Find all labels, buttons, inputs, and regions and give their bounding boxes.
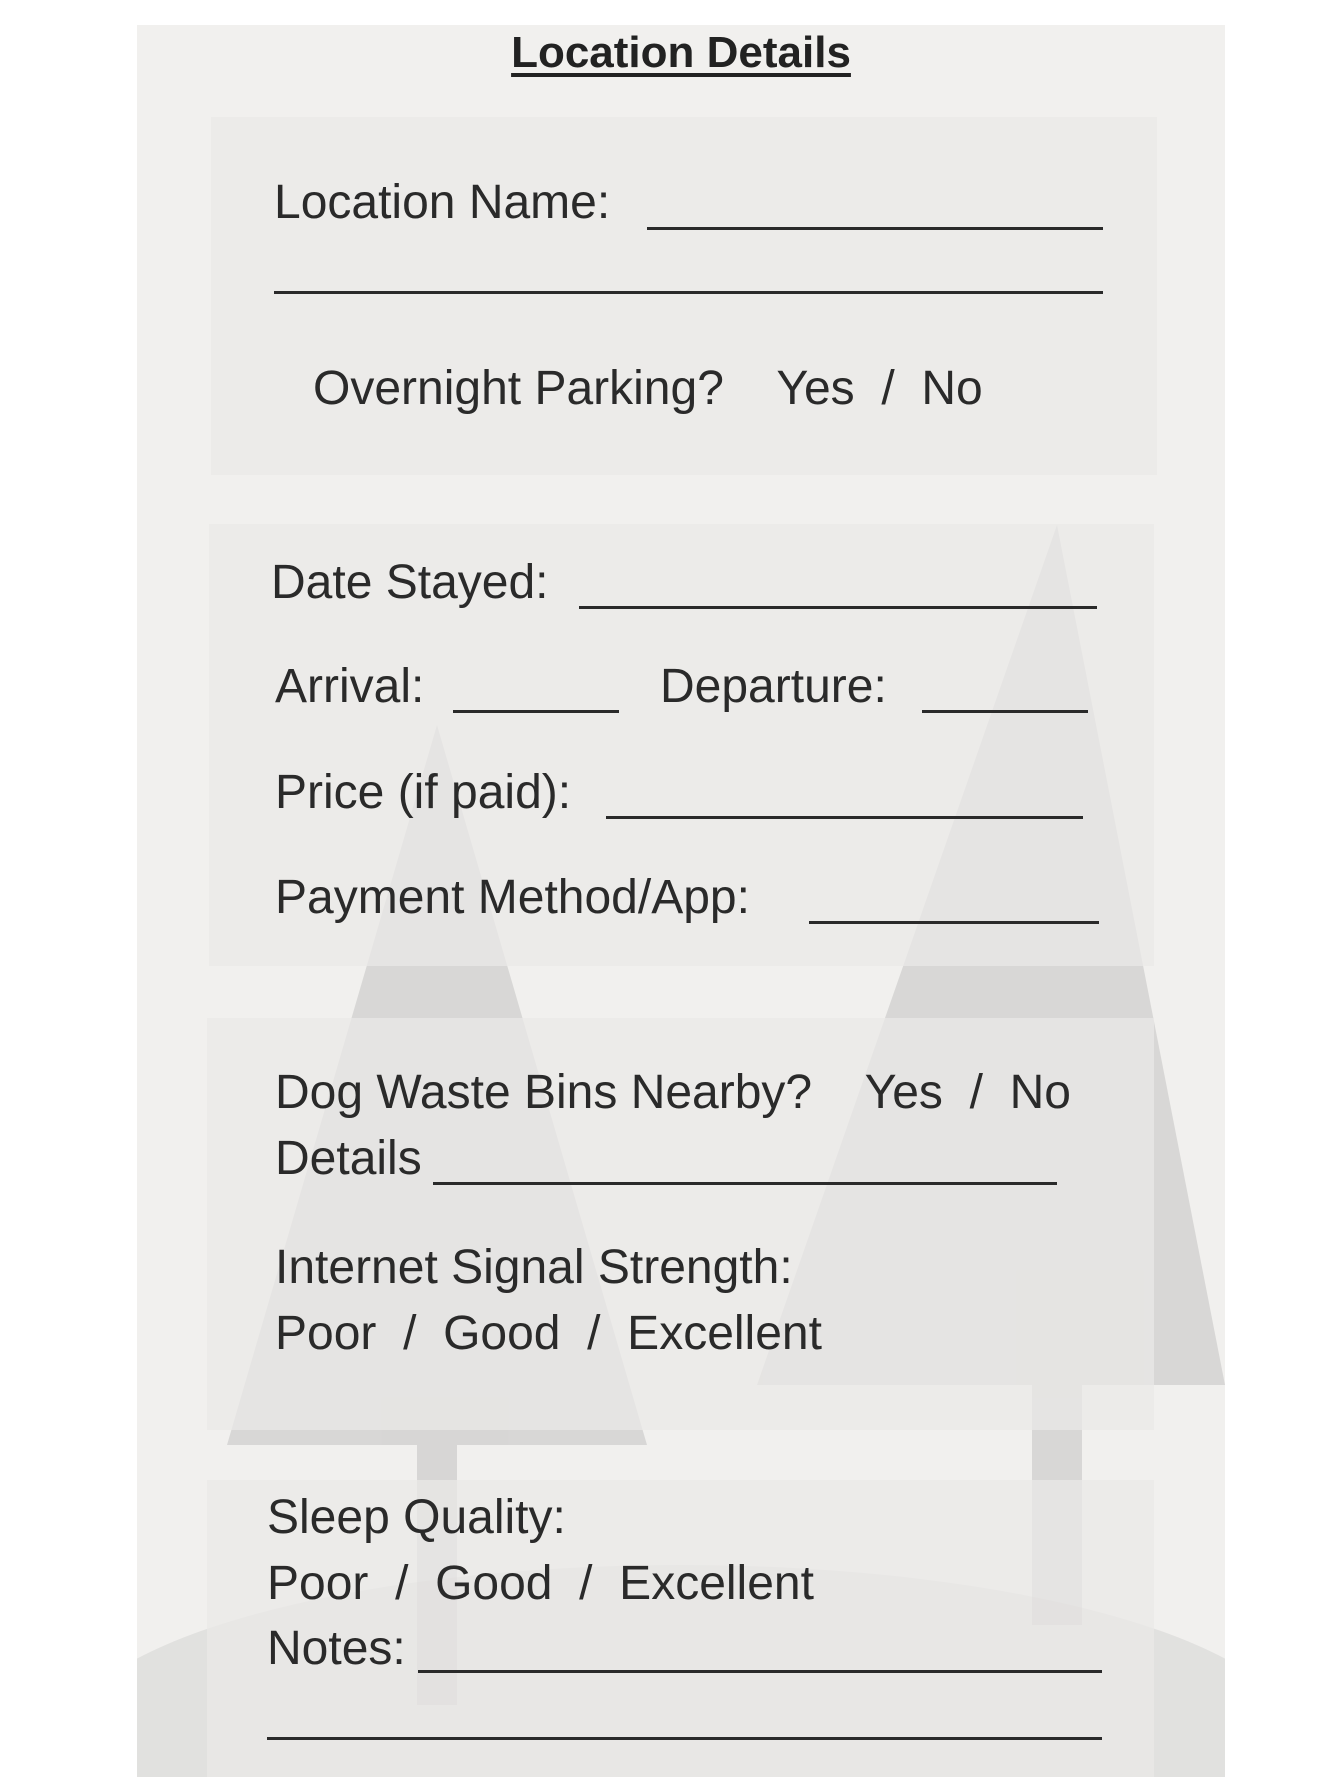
overnight-parking-label: Overnight Parking? — [313, 362, 724, 415]
arrival-line[interactable] — [453, 710, 619, 713]
notes-label: Notes: — [267, 1622, 406, 1675]
sleep-quality-label: Sleep Quality: — [267, 1491, 566, 1544]
departure-label: Departure: — [660, 660, 887, 713]
price-line[interactable] — [606, 816, 1083, 819]
internet-signal-options[interactable]: Poor / Good / Excellent — [275, 1307, 822, 1360]
location-name-line-2[interactable] — [274, 291, 1103, 294]
dog-waste-label: Dog Waste Bins Nearby? — [275, 1066, 813, 1119]
location-name-label: Location Name: — [274, 176, 611, 229]
page-title: Location Details — [511, 28, 851, 77]
notes-line-2[interactable] — [267, 1737, 1102, 1740]
planner-page — [137, 25, 1225, 1777]
date-stayed-label: Date Stayed: — [271, 556, 549, 609]
internet-signal-label: Internet Signal Strength: — [275, 1241, 793, 1294]
dog-waste-row — [275, 1065, 1071, 1121]
arrival-label: Arrival: — [275, 660, 425, 713]
location-name-section — [211, 117, 1157, 475]
overnight-parking-row — [313, 361, 983, 417]
payment-method-label: Payment Method/App: — [275, 871, 750, 924]
departure-line[interactable] — [922, 710, 1088, 713]
date-stayed-line[interactable] — [579, 606, 1097, 609]
price-label: Price (if paid): — [275, 766, 572, 819]
dog-waste-options[interactable]: Yes / No — [864, 1066, 1071, 1119]
payment-method-line[interactable] — [809, 921, 1099, 924]
sleep-quality-options[interactable]: Poor / Good / Excellent — [267, 1557, 814, 1610]
location-name-line[interactable] — [647, 227, 1103, 230]
details-label: Details — [275, 1132, 422, 1185]
overnight-parking-options[interactable]: Yes / No — [776, 362, 983, 415]
details-line[interactable] — [433, 1182, 1057, 1185]
notes-line[interactable] — [418, 1670, 1102, 1673]
